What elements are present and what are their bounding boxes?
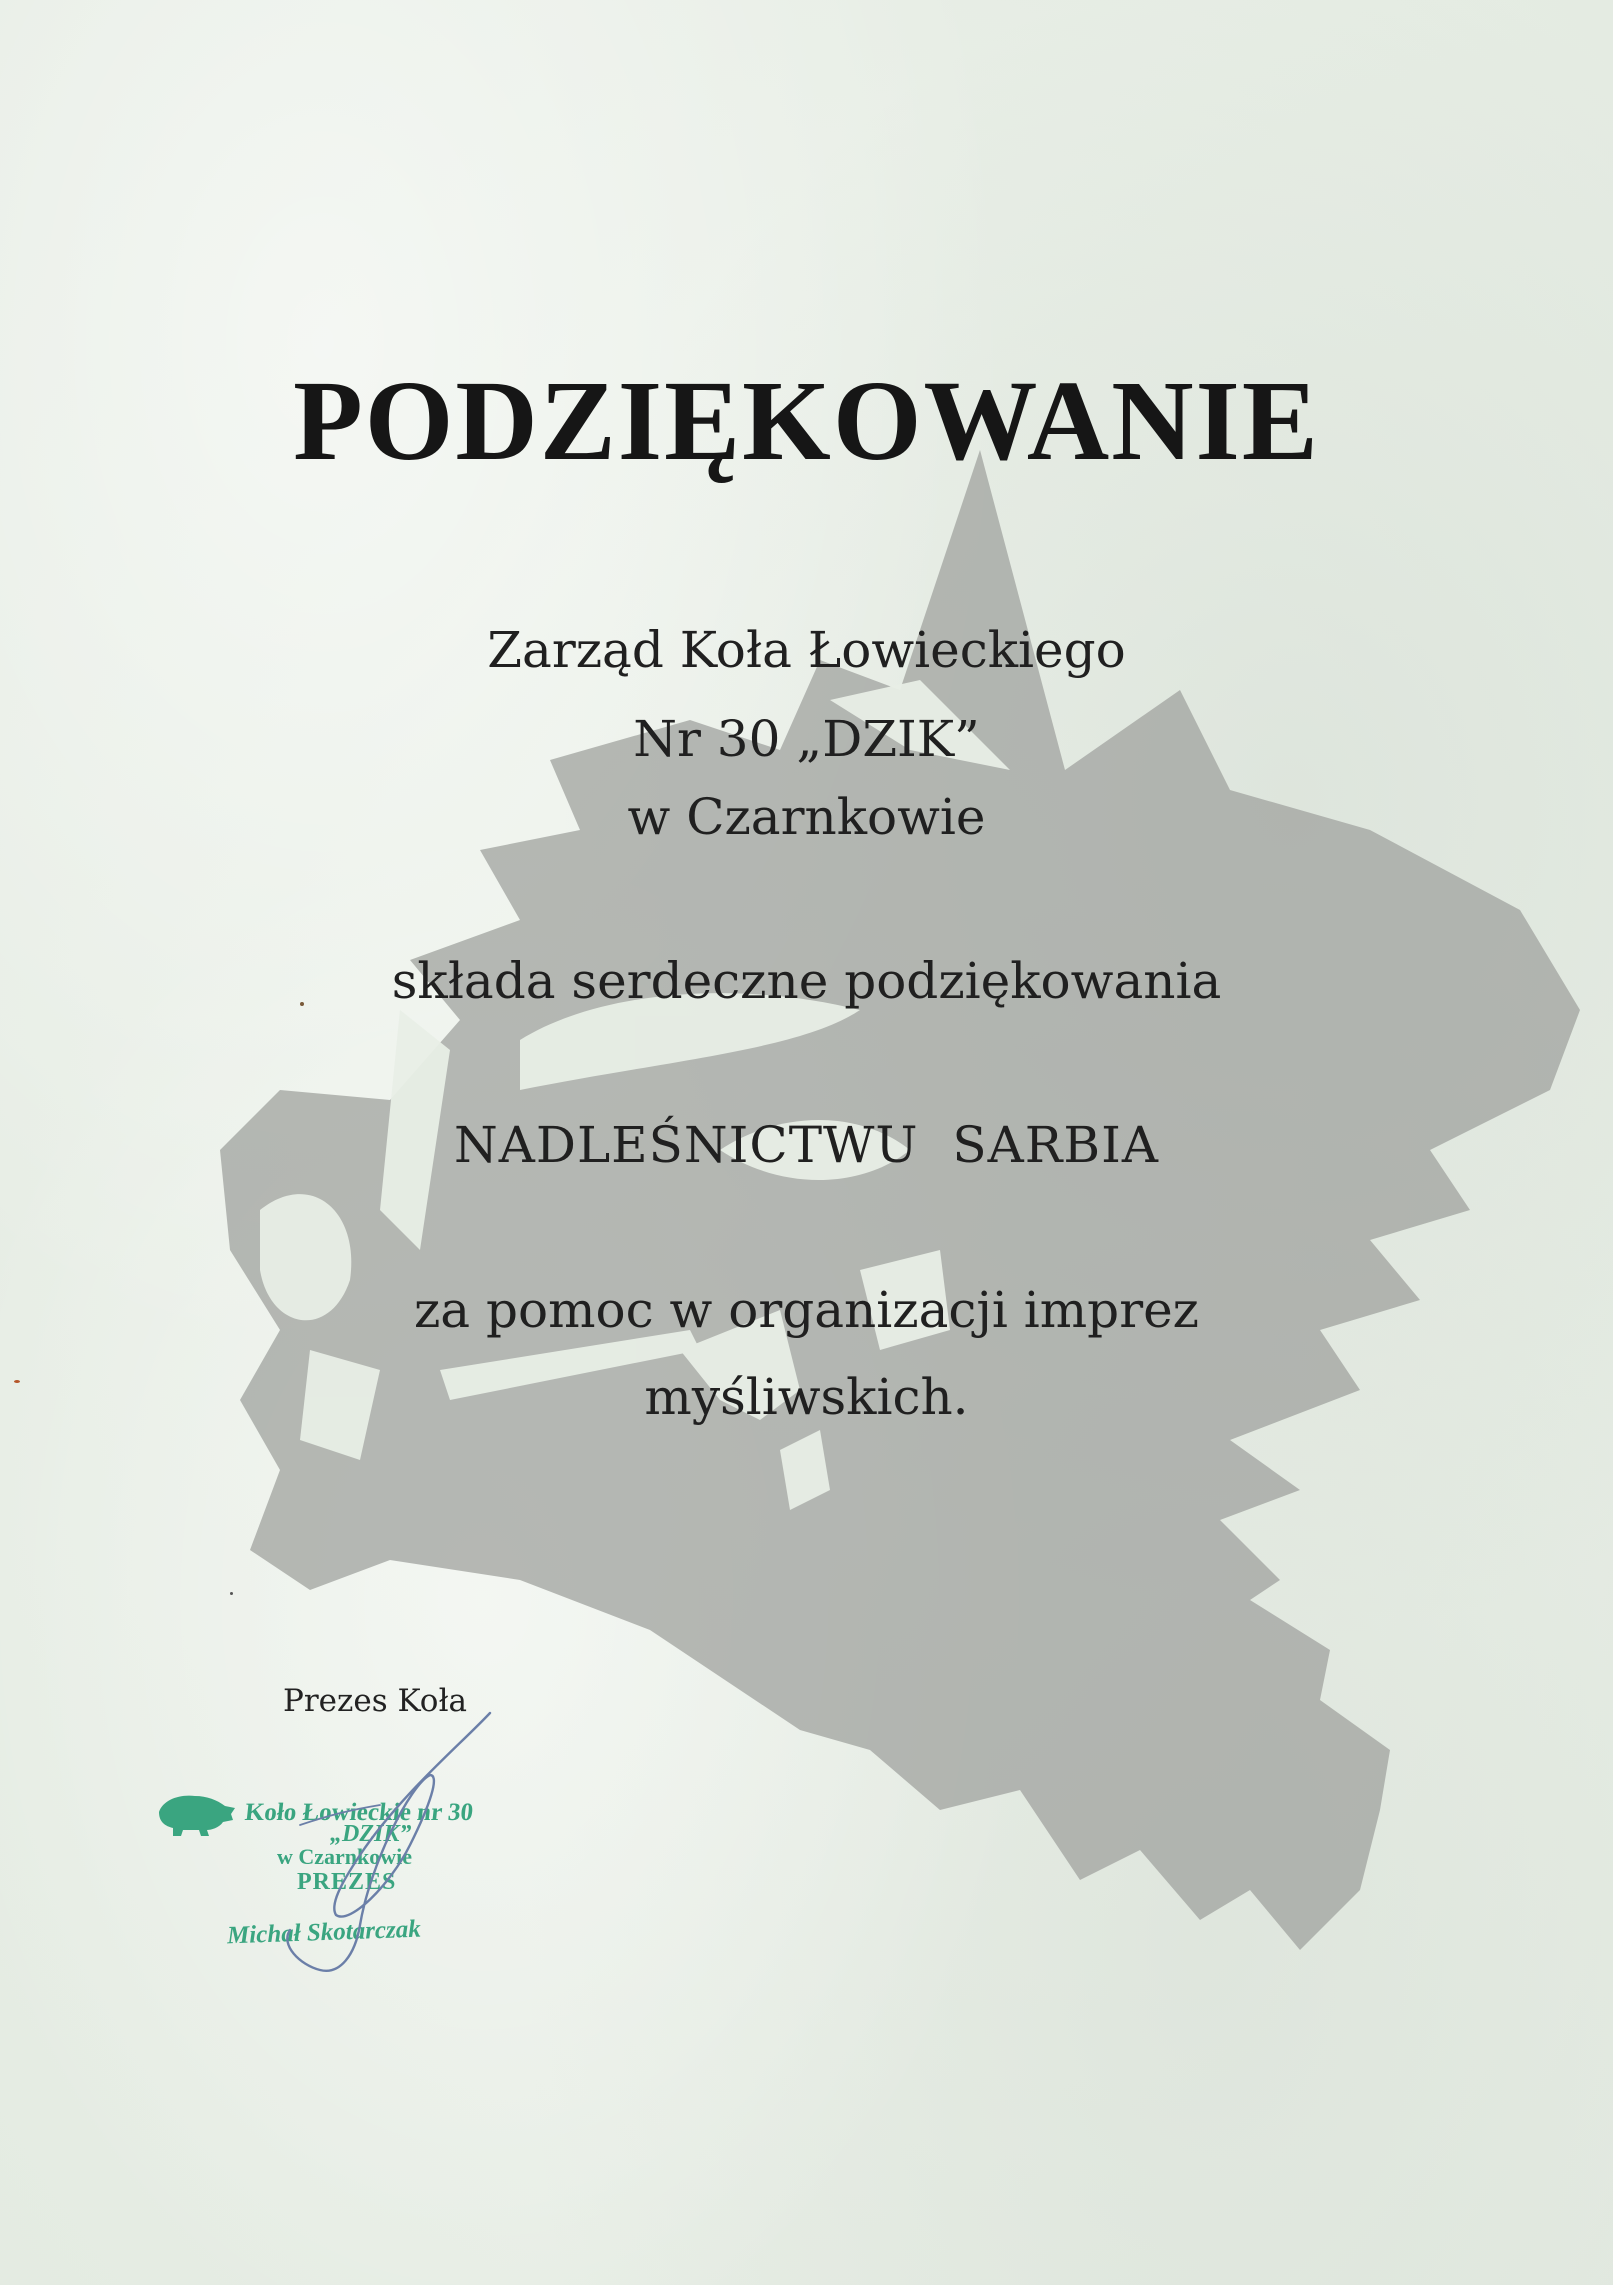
paper-speck <box>300 1002 304 1006</box>
stamp-line-2: „DZIK” <box>330 1821 412 1847</box>
stamp-line-5: Michał Skotarczak <box>226 1915 422 1950</box>
signatory-role: Prezes Koła <box>283 1683 467 1719</box>
stamp-line-1: Koło Łowieckie nr 30 <box>243 1799 475 1826</box>
handwritten-signature <box>240 1705 500 1985</box>
reason-line-2: myśliwskich. <box>644 1368 969 1426</box>
paper-speck <box>230 1592 233 1595</box>
issuer-line-3: w Czarnkowie <box>627 788 986 846</box>
certificate-title: PODZIĘKOWANIE <box>293 357 1320 484</box>
issuer-line-2: Nr 30 „DZIK” <box>633 710 980 768</box>
recipient-name: NADLEŚNICTWU SARBIA <box>454 1116 1159 1174</box>
stamp-line-3: w Czarnkowie <box>277 1844 413 1869</box>
issuer-line-1: Zarząd Koła Łowieckiego <box>487 621 1126 679</box>
stamp-line-4: PREZES <box>297 1869 397 1895</box>
statement-line: składa serdeczne podziękowania <box>391 952 1222 1010</box>
reason-line-1: za pomoc w organizacji imprez <box>413 1281 1200 1339</box>
paper-speck <box>14 1380 20 1383</box>
stamp-boar-icon <box>155 1790 237 1838</box>
